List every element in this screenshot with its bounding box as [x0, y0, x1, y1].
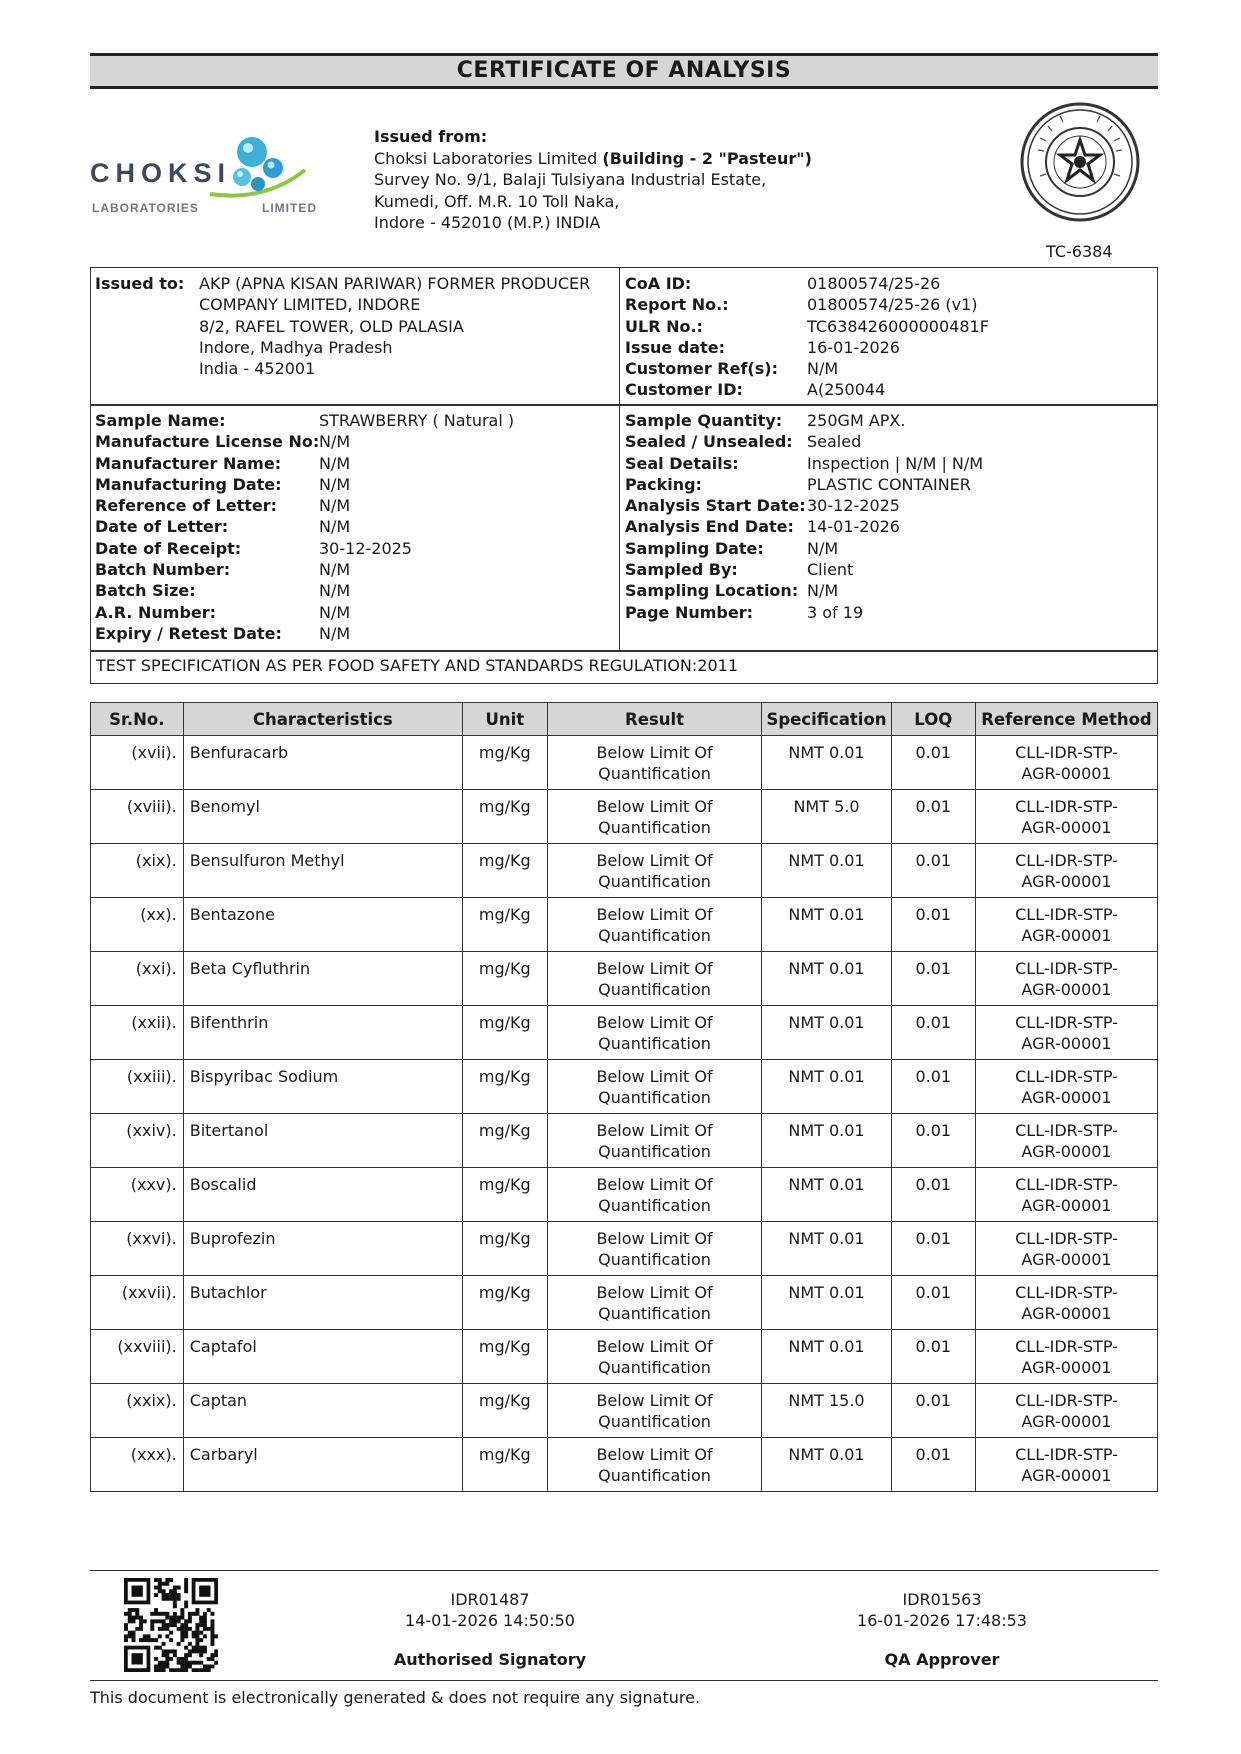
cell-characteristic: Boscalid: [183, 1168, 462, 1222]
method-line: AGR-00001: [1021, 1412, 1112, 1431]
cell-result: [547, 898, 762, 952]
sample-row: Packing: PLASTIC CONTAINER: [625, 474, 971, 494]
cell-loq: 0.01: [891, 1222, 976, 1276]
issued-to-line: 8/2, RAFEL TOWER, OLD PALASIA: [199, 316, 464, 336]
method-line: AGR-00001: [1021, 1034, 1112, 1053]
table-row: [91, 1060, 1158, 1114]
column-header: Result: [547, 703, 762, 736]
result-line: Quantification: [598, 1142, 711, 1161]
method-line: CLL-IDR-STP-: [1015, 1445, 1118, 1464]
method-line: AGR-00001: [1021, 980, 1112, 999]
method-line: CLL-IDR-STP-: [1015, 1013, 1118, 1032]
sample-row: Date of Letter: N/M: [95, 517, 351, 537]
cell-result: [547, 844, 762, 898]
logo-name: CHOKSI: [90, 158, 232, 188]
result-line: Quantification: [598, 926, 711, 945]
cell-characteristic: Captafol: [183, 1330, 462, 1384]
cell-method: [976, 1438, 1158, 1492]
issuer-line-4: Indore - 452010 (M.P.) INDIA: [374, 213, 601, 232]
issued-to-box: [90, 267, 1158, 406]
sample-row: Page Number: 3 of 19: [625, 602, 864, 622]
cell-specification: NMT 0.01: [762, 736, 891, 790]
result-line: Below Limit Of: [596, 1337, 713, 1356]
cell-result: [547, 1222, 762, 1276]
cell-loq: 0.01: [891, 790, 976, 844]
cell-unit: mg/Kg: [462, 952, 547, 1006]
cell-specification: NMT 0.01: [762, 1438, 891, 1492]
method-line: CLL-IDR-STP-: [1015, 1391, 1118, 1410]
cell-unit: mg/Kg: [462, 1114, 547, 1168]
logo-sub-right: LIMITED: [262, 201, 317, 215]
accreditation-code: TC-6384: [1046, 242, 1113, 261]
coa-info-row: Customer ID: A(250044: [625, 380, 886, 400]
result-line: Quantification: [598, 818, 711, 837]
result-line: Below Limit Of: [596, 1229, 713, 1248]
coa-info: [625, 273, 989, 401]
cell-unit: mg/Kg: [462, 1006, 547, 1060]
method-line: AGR-00001: [1021, 1250, 1112, 1269]
cell-method: [976, 1276, 1158, 1330]
sample-details-box: [90, 404, 1158, 652]
result-line: Below Limit Of: [596, 905, 713, 924]
cell-characteristic: Beta Cyfluthrin: [183, 952, 462, 1006]
cell-unit: mg/Kg: [462, 898, 547, 952]
signatory-role: Authorised Signatory: [393, 1650, 587, 1669]
result-line: Quantification: [598, 1304, 711, 1323]
issued-to-section: [95, 273, 184, 294]
signatory-datetime: 16-01-2026 17:48:53: [857, 1611, 1027, 1630]
result-line: Below Limit Of: [596, 1013, 713, 1032]
table-row: [91, 1006, 1158, 1060]
cell-unit: mg/Kg: [462, 1222, 547, 1276]
sample-row: Manufacturing Date: N/M: [95, 474, 351, 494]
method-line: CLL-IDR-STP-: [1015, 797, 1118, 816]
signatory-id: IDR01563: [902, 1590, 982, 1609]
sample-row: Sampling Location: N/M: [625, 581, 839, 601]
cell-sr-no: (xvii).: [91, 736, 184, 790]
cell-loq: 0.01: [891, 1438, 976, 1492]
cell-sr-no: (xxii).: [91, 1006, 184, 1060]
cell-characteristic: Bensulfuron Methyl: [183, 844, 462, 898]
sample-row: Date of Receipt: 30-12-2025: [95, 538, 412, 558]
result-line: Quantification: [598, 872, 711, 891]
cell-sr-no: (xxiii).: [91, 1060, 184, 1114]
method-line: CLL-IDR-STP-: [1015, 905, 1118, 924]
table-row: [91, 952, 1158, 1006]
logo-sub-left: LABORATORIES: [92, 201, 199, 215]
method-line: CLL-IDR-STP-: [1015, 1067, 1118, 1086]
issuer-building: (Building - 2 "Pasteur"): [602, 148, 812, 168]
result-line: Quantification: [598, 1358, 711, 1377]
result-line: Below Limit Of: [596, 743, 713, 762]
table-row: [91, 1330, 1158, 1384]
table-row: [91, 898, 1158, 952]
cell-unit: mg/Kg: [462, 844, 547, 898]
page-title: CERTIFICATE OF ANALYSIS: [90, 53, 1158, 89]
company-logo: [90, 132, 350, 222]
issued-to-line: India - 452001: [199, 359, 316, 379]
sample-right: [625, 410, 983, 623]
cell-loq: 0.01: [891, 1060, 976, 1114]
cell-loq: 0.01: [891, 1006, 976, 1060]
cell-characteristic: Benfuracarb: [183, 736, 462, 790]
cell-characteristic: Bispyribac Sodium: [183, 1060, 462, 1114]
cell-specification: NMT 0.01: [762, 952, 891, 1006]
method-line: CLL-IDR-STP-: [1015, 959, 1118, 978]
cell-method: [976, 898, 1158, 952]
method-line: AGR-00001: [1021, 1196, 1112, 1215]
column-header: LOQ: [891, 703, 976, 736]
cell-sr-no: (xxix).: [91, 1384, 184, 1438]
cell-loq: 0.01: [891, 898, 976, 952]
table-row: [91, 1168, 1158, 1222]
signatory-datetime: 14-01-2026 14:50:50: [405, 1611, 575, 1630]
method-line: CLL-IDR-STP-: [1015, 851, 1118, 870]
cell-unit: mg/Kg: [462, 1276, 547, 1330]
cell-method: [976, 1384, 1158, 1438]
sample-row: Analysis End Date: 14-01-2026: [625, 517, 900, 537]
footer-note: This document is electronically generated & does not require any signature.: [90, 1688, 701, 1707]
cell-sr-no: (xxviii).: [91, 1330, 184, 1384]
footer-divider-top: [90, 1570, 1158, 1571]
result-line: Below Limit Of: [596, 1445, 713, 1464]
cell-result: [547, 790, 762, 844]
cell-sr-no: (xx).: [91, 898, 184, 952]
issued-to-address: [199, 273, 590, 379]
sample-row: Batch Number: N/M: [95, 560, 351, 580]
result-line: Quantification: [598, 1034, 711, 1053]
method-line: AGR-00001: [1021, 1358, 1112, 1377]
cell-loq: 0.01: [891, 1330, 976, 1384]
signatory-id: IDR01487: [450, 1590, 530, 1609]
cell-loq: 0.01: [891, 736, 976, 790]
issuer-line-1: [374, 148, 812, 170]
table-row: [91, 736, 1158, 790]
result-line: Below Limit Of: [596, 1175, 713, 1194]
sample-row: Sample Name: STRAWBERRY ( Natural ): [95, 411, 515, 430]
table-body: [91, 736, 1158, 1492]
cell-unit: mg/Kg: [462, 1438, 547, 1492]
method-line: CLL-IDR-STP-: [1015, 1229, 1118, 1248]
cell-specification: NMT 15.0: [762, 1384, 891, 1438]
sample-row: Manufacturer Name: N/M: [95, 453, 351, 473]
method-line: AGR-00001: [1021, 1466, 1112, 1485]
cell-specification: NMT 0.01: [762, 1168, 891, 1222]
cell-sr-no: (xxx).: [91, 1438, 184, 1492]
method-line: AGR-00001: [1021, 1304, 1112, 1323]
cell-method: [976, 952, 1158, 1006]
result-line: Quantification: [598, 1196, 711, 1215]
sample-row: Sample Quantity: 250GM APX.: [625, 411, 906, 430]
footer-divider-bottom: [90, 1680, 1158, 1681]
cell-result: [547, 736, 762, 790]
table-row: [91, 1276, 1158, 1330]
cell-loq: 0.01: [891, 1276, 976, 1330]
sample-row: Batch Size: N/M: [95, 581, 351, 601]
issued-to-label: Issued to:: [95, 274, 185, 293]
cell-sr-no: (xxvi).: [91, 1222, 184, 1276]
method-line: AGR-00001: [1021, 872, 1112, 891]
result-line: Below Limit Of: [596, 1121, 713, 1140]
column-header: Reference Method: [976, 703, 1158, 736]
result-line: Quantification: [598, 980, 711, 999]
cell-specification: NMT 5.0: [762, 790, 891, 844]
result-line: Below Limit Of: [596, 1391, 713, 1410]
cell-specification: NMT 0.01: [762, 898, 891, 952]
result-line: Quantification: [598, 1250, 711, 1269]
cell-result: [547, 1168, 762, 1222]
cell-loq: 0.01: [891, 952, 976, 1006]
cell-loq: 0.01: [891, 1168, 976, 1222]
cell-characteristic: Bifenthrin: [183, 1006, 462, 1060]
cell-result: [547, 1114, 762, 1168]
cell-method: [976, 1114, 1158, 1168]
cell-specification: NMT 0.01: [762, 1060, 891, 1114]
method-line: AGR-00001: [1021, 926, 1112, 945]
coa-info-row: CoA ID: 01800574/25-26: [625, 274, 941, 293]
method-line: CLL-IDR-STP-: [1015, 1175, 1118, 1194]
cell-result: [547, 1006, 762, 1060]
cell-unit: mg/Kg: [462, 790, 547, 844]
cell-characteristic: Carbaryl: [183, 1438, 462, 1492]
method-line: AGR-00001: [1021, 1142, 1112, 1161]
signatory-role: QA Approver: [884, 1650, 1000, 1669]
method-line: AGR-00001: [1021, 1088, 1112, 1107]
method-line: AGR-00001: [1021, 764, 1112, 783]
sample-row: Expiry / Retest Date: N/M: [95, 623, 351, 643]
cell-sr-no: (xviii).: [91, 790, 184, 844]
table-row: [91, 1114, 1158, 1168]
method-line: CLL-IDR-STP-: [1015, 1337, 1118, 1356]
cell-loq: 0.01: [891, 844, 976, 898]
cell-unit: mg/Kg: [462, 1330, 547, 1384]
result-line: Below Limit Of: [596, 959, 713, 978]
table-row: [91, 1384, 1158, 1438]
cell-method: [976, 1168, 1158, 1222]
result-line: Below Limit Of: [596, 1067, 713, 1086]
cell-result: [547, 952, 762, 1006]
result-line: Quantification: [598, 1088, 711, 1107]
cell-specification: NMT 0.01: [762, 1276, 891, 1330]
cell-result: [547, 1060, 762, 1114]
method-line: AGR-00001: [1021, 818, 1112, 837]
cell-loq: 0.01: [891, 1384, 976, 1438]
cell-result: [547, 1276, 762, 1330]
sample-left: [95, 410, 514, 644]
result-line: Quantification: [598, 764, 711, 783]
sample-row: Manufacture License No:N/M: [95, 432, 351, 452]
sample-row: Reference of Letter: N/M: [95, 496, 351, 516]
column-header: Unit: [462, 703, 547, 736]
cell-specification: NMT 0.01: [762, 1330, 891, 1384]
sample-row: A.R. Number: N/M: [95, 602, 351, 622]
method-line: CLL-IDR-STP-: [1015, 743, 1118, 762]
cell-method: [976, 1006, 1158, 1060]
results-table: [90, 702, 1158, 1492]
cell-specification: NMT 0.01: [762, 1114, 891, 1168]
issuer-heading: Issued from:: [374, 127, 488, 146]
cell-characteristic: Captan: [183, 1384, 462, 1438]
cell-characteristic: Bitertanol: [183, 1114, 462, 1168]
cell-unit: mg/Kg: [462, 736, 547, 790]
cell-result: [547, 1438, 762, 1492]
column-header: Characteristics: [183, 703, 462, 736]
cell-result: [547, 1330, 762, 1384]
coa-info-row: Report No.: 01800574/25-26 (v1): [625, 295, 978, 315]
column-header: Specification: [762, 703, 891, 736]
table-row: [91, 790, 1158, 844]
cell-characteristic: Buprofezin: [183, 1222, 462, 1276]
qr-code-icon: [124, 1578, 218, 1672]
result-line: Below Limit Of: [596, 797, 713, 816]
sample-row: Sealed / Unsealed: Sealed: [625, 432, 862, 452]
cell-characteristic: Benomyl: [183, 790, 462, 844]
cell-sr-no: (xxvii).: [91, 1276, 184, 1330]
cell-method: [976, 1060, 1158, 1114]
cell-specification: NMT 0.01: [762, 844, 891, 898]
cell-sr-no: (xxiv).: [91, 1114, 184, 1168]
cell-specification: NMT 0.01: [762, 1006, 891, 1060]
result-line: Quantification: [598, 1466, 711, 1485]
signature-authorised: [340, 1589, 640, 1670]
sample-row: Seal Details: Inspection | N/M | N/M: [625, 453, 984, 473]
cell-loq: 0.01: [891, 1114, 976, 1168]
cell-characteristic: Bentazone: [183, 898, 462, 952]
cell-sr-no: (xxv).: [91, 1168, 184, 1222]
cell-result: [547, 1384, 762, 1438]
cell-unit: mg/Kg: [462, 1060, 547, 1114]
signature-qa: [792, 1589, 1092, 1670]
coa-info-row: ULR No.: TC638426000000481F: [625, 316, 989, 336]
result-line: Below Limit Of: [596, 851, 713, 870]
cell-method: [976, 1222, 1158, 1276]
issuer-company: Choksi Laboratories Limited: [374, 148, 603, 168]
test-specification: [90, 650, 1158, 684]
result-line: Quantification: [598, 1412, 711, 1431]
coa-info-row: Issue date: 16-01-2026: [625, 337, 900, 357]
cell-specification: NMT 0.01: [762, 1222, 891, 1276]
issued-to-line: AKP (APNA KISAN PARIWAR) FORMER PRODUCER: [199, 274, 591, 293]
cell-method: [976, 736, 1158, 790]
cell-sr-no: (xix).: [91, 844, 184, 898]
accreditation-seal-icon: [1018, 100, 1142, 224]
sample-row: Analysis Start Date:30-12-2025: [625, 496, 900, 516]
table-row: [91, 844, 1158, 898]
sample-row: Sampling Date: N/M: [625, 538, 839, 558]
cell-characteristic: Butachlor: [183, 1276, 462, 1330]
cell-method: [976, 844, 1158, 898]
cell-sr-no: (xxi).: [91, 952, 184, 1006]
column-header: Sr.No.: [91, 703, 184, 736]
cell-method: [976, 1330, 1158, 1384]
issued-to-line: COMPANY LIMITED, INDORE: [199, 295, 421, 315]
table-row: [91, 1438, 1158, 1492]
method-line: CLL-IDR-STP-: [1015, 1283, 1118, 1302]
sample-row: Sampled By: Client: [625, 560, 854, 580]
method-line: CLL-IDR-STP-: [1015, 1121, 1118, 1140]
issued-to-line: Indore, Madhya Pradesh: [199, 337, 393, 357]
cell-unit: mg/Kg: [462, 1168, 547, 1222]
issuer-block: [374, 126, 812, 234]
cell-unit: mg/Kg: [462, 1384, 547, 1438]
coa-info-row: Customer Ref(s): N/M: [625, 359, 839, 379]
cell-method: [976, 790, 1158, 844]
issuer-line-2: Survey No. 9/1, Balaji Tulsiyana Industrial Estate,: [374, 170, 767, 189]
result-line: Below Limit Of: [596, 1283, 713, 1302]
table-row: [91, 1222, 1158, 1276]
table-header-row: [91, 703, 1158, 736]
issuer-line-3: Kumedi, Off. M.R. 10 Toll Naka,: [374, 191, 620, 211]
test-specification-text: TEST SPECIFICATION AS PER FOOD SAFETY AND STANDARDS REGULATION:2011: [96, 656, 738, 675]
